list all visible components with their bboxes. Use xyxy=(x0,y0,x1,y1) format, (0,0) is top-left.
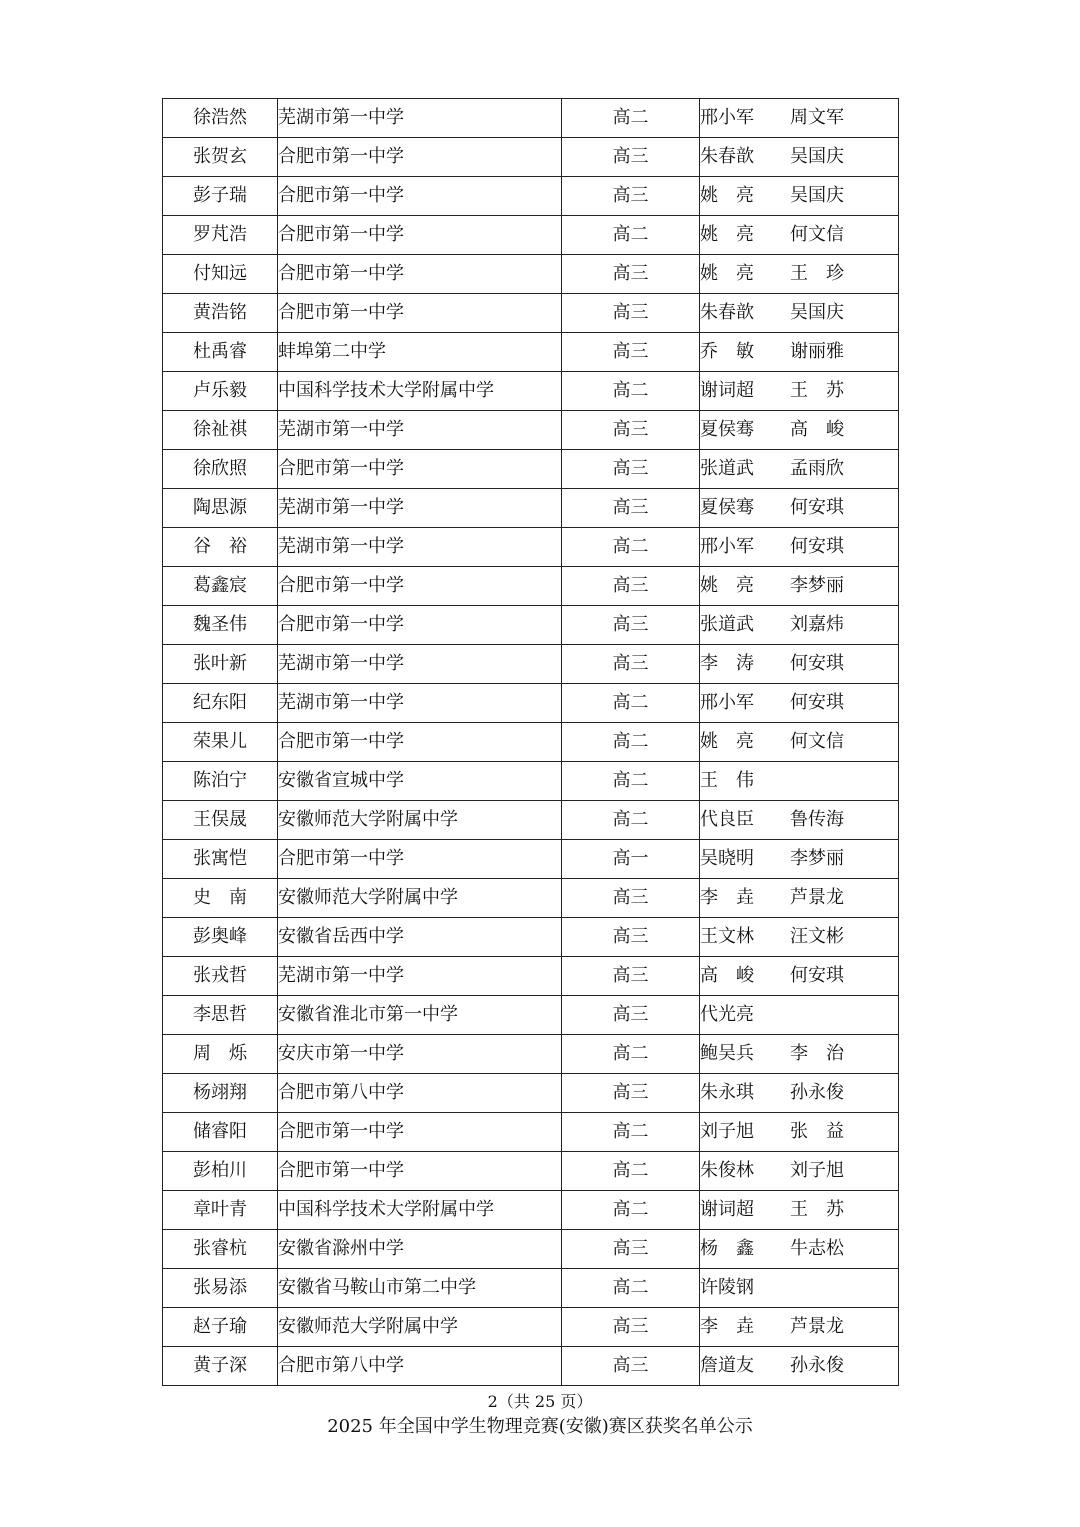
student-name-cell: 黄子深 xyxy=(163,1347,278,1386)
table-row xyxy=(163,177,899,216)
coach-primary: 许陵钢 xyxy=(700,1277,754,1298)
school-cell: 合肥市第一中学 xyxy=(278,606,562,645)
coach-cell xyxy=(700,255,899,294)
coach-primary: 朱春歆 xyxy=(700,146,754,167)
coach-cell xyxy=(700,216,899,255)
student-name-cell: 张易添 xyxy=(163,1269,278,1308)
coach-cell xyxy=(700,840,899,879)
coach-cell xyxy=(700,957,899,996)
coach-secondary: 周文军 xyxy=(790,107,844,128)
coach-cell xyxy=(700,489,899,528)
grade-cell: 高二 xyxy=(562,528,700,567)
coach-primary: 姚 亮 xyxy=(700,224,754,245)
coach-cell xyxy=(700,333,899,372)
coach-primary: 刘子旭 xyxy=(700,1121,754,1142)
school-cell: 合肥市第一中学 xyxy=(278,294,562,333)
grade-cell: 高三 xyxy=(562,918,700,957)
table-row xyxy=(163,840,899,879)
coach-primary: 李 涛 xyxy=(700,653,754,674)
school-cell: 安徽师范大学附属中学 xyxy=(278,801,562,840)
coach-cell xyxy=(700,138,899,177)
coach-cell xyxy=(700,450,899,489)
school-cell: 蚌埠第二中学 xyxy=(278,333,562,372)
table-row xyxy=(163,333,899,372)
student-name-cell: 彭奥峰 xyxy=(163,918,278,957)
coach-cell xyxy=(700,1035,899,1074)
coach-secondary: 牛志松 xyxy=(790,1238,844,1259)
school-cell: 芜湖市第一中学 xyxy=(278,645,562,684)
coach-secondary: 何安琪 xyxy=(790,536,844,557)
school-cell: 安徽省马鞍山市第二中学 xyxy=(278,1269,562,1308)
student-name-cell: 张戎哲 xyxy=(163,957,278,996)
school-cell: 中国科学技术大学附属中学 xyxy=(278,372,562,411)
table-row xyxy=(163,723,899,762)
student-name-cell: 彭子瑞 xyxy=(163,177,278,216)
coach-secondary: 王 苏 xyxy=(790,1199,844,1220)
grade-cell: 高三 xyxy=(562,333,700,372)
school-cell: 安徽师范大学附属中学 xyxy=(278,879,562,918)
school-cell: 合肥市第八中学 xyxy=(278,1347,562,1386)
coach-cell xyxy=(700,177,899,216)
coach-primary: 朱春歆 xyxy=(700,302,754,323)
coach-primary: 夏侯骞 xyxy=(700,419,754,440)
grade-cell: 高二 xyxy=(562,801,700,840)
coach-cell xyxy=(700,411,899,450)
student-name-cell: 张睿杭 xyxy=(163,1230,278,1269)
school-cell: 安徽省宣城中学 xyxy=(278,762,562,801)
coach-secondary: 吴国庆 xyxy=(790,185,844,206)
coach-primary: 杨 鑫 xyxy=(700,1238,754,1259)
grade-cell: 高三 xyxy=(562,996,700,1035)
grade-cell: 高二 xyxy=(562,1113,700,1152)
grade-cell: 高三 xyxy=(562,645,700,684)
award-table xyxy=(162,98,899,1386)
coach-cell xyxy=(700,1269,899,1308)
coach-secondary: 刘嘉炜 xyxy=(790,614,844,635)
coach-cell xyxy=(700,567,899,606)
coach-primary: 张道武 xyxy=(700,614,754,635)
table-row xyxy=(163,255,899,294)
coach-cell xyxy=(700,723,899,762)
school-cell: 合肥市第一中学 xyxy=(278,177,562,216)
grade-cell: 高三 xyxy=(562,879,700,918)
school-cell: 合肥市第一中学 xyxy=(278,567,562,606)
coach-secondary: 吴国庆 xyxy=(790,146,844,167)
coach-cell xyxy=(700,801,899,840)
grade-cell: 高三 xyxy=(562,1347,700,1386)
coach-secondary: 孙永俊 xyxy=(790,1082,844,1103)
grade-cell: 高三 xyxy=(562,489,700,528)
coach-secondary: 李梦丽 xyxy=(790,575,844,596)
student-name-cell: 章叶青 xyxy=(163,1191,278,1230)
school-cell: 芜湖市第一中学 xyxy=(278,411,562,450)
coach-cell xyxy=(700,1230,899,1269)
student-name-cell: 张贺玄 xyxy=(163,138,278,177)
coach-secondary: 何安琪 xyxy=(790,653,844,674)
grade-cell: 高三 xyxy=(562,255,700,294)
grade-cell: 高三 xyxy=(562,138,700,177)
school-cell: 合肥市第一中学 xyxy=(278,216,562,255)
grade-cell: 高二 xyxy=(562,99,700,138)
grade-cell: 高一 xyxy=(562,840,700,879)
coach-primary: 高 峻 xyxy=(700,965,754,986)
table-row xyxy=(163,684,899,723)
coach-cell xyxy=(700,762,899,801)
table-row xyxy=(163,957,899,996)
table-row xyxy=(163,879,899,918)
coach-secondary: 芦景龙 xyxy=(790,887,844,908)
student-name-cell: 罗芃浩 xyxy=(163,216,278,255)
student-name-cell: 储睿阳 xyxy=(163,1113,278,1152)
coach-cell xyxy=(700,645,899,684)
coach-cell xyxy=(700,996,899,1035)
school-cell: 安徽省淮北市第一中学 xyxy=(278,996,562,1035)
grade-cell: 高三 xyxy=(562,177,700,216)
coach-cell xyxy=(700,1074,899,1113)
school-cell: 中国科学技术大学附属中学 xyxy=(278,1191,562,1230)
table-row xyxy=(163,216,899,255)
school-cell: 合肥市第一中学 xyxy=(278,840,562,879)
table-row xyxy=(163,450,899,489)
student-name-cell: 黄浩铭 xyxy=(163,294,278,333)
coach-secondary: 何文信 xyxy=(790,224,844,245)
table-row xyxy=(163,1308,899,1347)
school-cell: 芜湖市第一中学 xyxy=(278,684,562,723)
grade-cell: 高三 xyxy=(562,957,700,996)
table-row xyxy=(163,489,899,528)
coach-secondary: 吴国庆 xyxy=(790,302,844,323)
grade-cell: 高二 xyxy=(562,1191,700,1230)
coach-cell xyxy=(700,528,899,567)
grade-cell: 高三 xyxy=(562,294,700,333)
school-cell: 合肥市第一中学 xyxy=(278,1152,562,1191)
school-cell: 芜湖市第一中学 xyxy=(278,99,562,138)
school-cell: 合肥市第一中学 xyxy=(278,255,562,294)
table-row xyxy=(163,1269,899,1308)
grade-cell: 高三 xyxy=(562,450,700,489)
grade-cell: 高三 xyxy=(562,1074,700,1113)
student-name-cell: 陈泊宁 xyxy=(163,762,278,801)
table-row xyxy=(163,1347,899,1386)
coach-primary: 姚 亮 xyxy=(700,731,754,752)
coach-secondary: 谢丽雅 xyxy=(790,341,844,362)
table-row xyxy=(163,762,899,801)
coach-primary: 乔 敏 xyxy=(700,341,754,362)
coach-secondary: 王 珍 xyxy=(790,263,844,284)
coach-secondary: 芦景龙 xyxy=(790,1316,844,1337)
coach-primary: 李 垚 xyxy=(700,887,754,908)
coach-secondary: 王 苏 xyxy=(790,380,844,401)
school-cell: 安徽省岳西中学 xyxy=(278,918,562,957)
table-row xyxy=(163,294,899,333)
student-name-cell: 杜禹睿 xyxy=(163,333,278,372)
grade-cell: 高二 xyxy=(562,1152,700,1191)
student-name-cell: 王俣晟 xyxy=(163,801,278,840)
coach-cell xyxy=(700,606,899,645)
coach-primary: 吴晓明 xyxy=(700,848,754,869)
table-row xyxy=(163,567,899,606)
student-name-cell: 卢乐毅 xyxy=(163,372,278,411)
table-row xyxy=(163,1113,899,1152)
student-name-cell: 徐祉祺 xyxy=(163,411,278,450)
school-cell: 安庆市第一中学 xyxy=(278,1035,562,1074)
table-row xyxy=(163,801,899,840)
coach-primary: 姚 亮 xyxy=(700,185,754,206)
student-name-cell: 付知远 xyxy=(163,255,278,294)
coach-cell xyxy=(700,99,899,138)
grade-cell: 高二 xyxy=(562,723,700,762)
table-row xyxy=(163,528,899,567)
coach-primary: 谢词超 xyxy=(700,380,754,401)
student-name-cell: 谷 裕 xyxy=(163,528,278,567)
school-cell: 芜湖市第一中学 xyxy=(278,489,562,528)
grade-cell: 高二 xyxy=(562,1269,700,1308)
school-cell: 芜湖市第一中学 xyxy=(278,957,562,996)
grade-cell: 高二 xyxy=(562,1035,700,1074)
student-name-cell: 张寓恺 xyxy=(163,840,278,879)
student-name-cell: 徐欣照 xyxy=(163,450,278,489)
student-name-cell: 徐浩然 xyxy=(163,99,278,138)
coach-secondary: 鲁传海 xyxy=(790,809,844,830)
coach-primary: 李 垚 xyxy=(700,1316,754,1337)
school-cell: 芜湖市第一中学 xyxy=(278,528,562,567)
coach-cell xyxy=(700,684,899,723)
coach-cell xyxy=(700,294,899,333)
table-row xyxy=(163,1074,899,1113)
grade-cell: 高三 xyxy=(562,567,700,606)
student-name-cell: 张叶新 xyxy=(163,645,278,684)
student-name-cell: 史 南 xyxy=(163,879,278,918)
student-name-cell: 葛鑫宸 xyxy=(163,567,278,606)
coach-secondary: 孙永俊 xyxy=(790,1355,844,1376)
coach-cell xyxy=(700,1113,899,1152)
coach-secondary: 高 峻 xyxy=(790,419,844,440)
coach-primary: 姚 亮 xyxy=(700,575,754,596)
coach-primary: 詹道友 xyxy=(700,1355,754,1376)
grade-cell: 高三 xyxy=(562,1230,700,1269)
coach-secondary: 何安琪 xyxy=(790,692,844,713)
coach-primary: 邢小军 xyxy=(700,536,754,557)
grade-cell: 高三 xyxy=(562,1308,700,1347)
coach-cell xyxy=(700,372,899,411)
coach-cell xyxy=(700,1191,899,1230)
coach-primary: 朱俊林 xyxy=(700,1160,754,1181)
grade-cell: 高三 xyxy=(562,411,700,450)
table-row xyxy=(163,1191,899,1230)
coach-primary: 王 伟 xyxy=(700,770,754,791)
coach-primary: 邢小军 xyxy=(700,107,754,128)
table-row xyxy=(163,99,899,138)
grade-cell: 高二 xyxy=(562,684,700,723)
coach-secondary: 李 治 xyxy=(790,1043,844,1064)
coach-primary: 代良臣 xyxy=(700,809,754,830)
page-number: 2（共 25 页） xyxy=(487,1392,593,1411)
grade-cell: 高二 xyxy=(562,216,700,255)
student-name-cell: 陶思源 xyxy=(163,489,278,528)
school-cell: 合肥市第一中学 xyxy=(278,1113,562,1152)
award-table-body xyxy=(163,99,899,1386)
table-row xyxy=(163,138,899,177)
table-row xyxy=(163,1152,899,1191)
school-cell: 合肥市第一中学 xyxy=(278,450,562,489)
student-name-cell: 杨翊翔 xyxy=(163,1074,278,1113)
coach-secondary: 何安琪 xyxy=(790,497,844,518)
coach-primary: 王文林 xyxy=(700,926,754,947)
coach-cell xyxy=(700,918,899,957)
grade-cell: 高二 xyxy=(562,762,700,801)
table-row xyxy=(163,1035,899,1074)
student-name-cell: 魏圣伟 xyxy=(163,606,278,645)
coach-primary: 邢小军 xyxy=(700,692,754,713)
student-name-cell: 彭柏川 xyxy=(163,1152,278,1191)
coach-primary: 夏侯骞 xyxy=(700,497,754,518)
school-cell: 安徽省滁州中学 xyxy=(278,1230,562,1269)
document-title: 2025 年全国中学生物理竞赛(安徽)赛区获奖名单公示 xyxy=(327,1416,753,1437)
grade-cell: 高三 xyxy=(562,606,700,645)
table-row xyxy=(163,996,899,1035)
coach-secondary: 张 益 xyxy=(790,1121,844,1142)
coach-primary: 鲍吴兵 xyxy=(700,1043,754,1064)
table-row xyxy=(163,1230,899,1269)
coach-primary: 姚 亮 xyxy=(700,263,754,284)
table-row xyxy=(163,372,899,411)
coach-cell xyxy=(700,1308,899,1347)
table-row xyxy=(163,645,899,684)
school-cell: 合肥市第一中学 xyxy=(278,723,562,762)
coach-secondary: 何文信 xyxy=(790,731,844,752)
coach-primary: 朱永琪 xyxy=(700,1082,754,1103)
coach-primary: 代光亮 xyxy=(700,1004,754,1025)
award-list-sheet xyxy=(162,98,898,1386)
coach-secondary: 李梦丽 xyxy=(790,848,844,869)
coach-secondary: 刘子旭 xyxy=(790,1160,844,1181)
coach-secondary: 汪文彬 xyxy=(790,926,844,947)
table-row xyxy=(163,606,899,645)
school-cell: 合肥市第一中学 xyxy=(278,138,562,177)
student-name-cell: 纪东阳 xyxy=(163,684,278,723)
grade-cell: 高二 xyxy=(562,372,700,411)
coach-secondary: 孟雨欣 xyxy=(790,458,844,479)
coach-cell xyxy=(700,1347,899,1386)
coach-cell xyxy=(700,879,899,918)
table-row xyxy=(163,411,899,450)
table-row xyxy=(163,918,899,957)
student-name-cell: 赵子瑜 xyxy=(163,1308,278,1347)
coach-secondary: 何安琪 xyxy=(790,965,844,986)
student-name-cell: 周 烁 xyxy=(163,1035,278,1074)
coach-cell xyxy=(700,1152,899,1191)
student-name-cell: 荣果儿 xyxy=(163,723,278,762)
coach-primary: 谢词超 xyxy=(700,1199,754,1220)
school-cell: 安徽师范大学附属中学 xyxy=(278,1308,562,1347)
coach-primary: 张道武 xyxy=(700,458,754,479)
school-cell: 合肥市第八中学 xyxy=(278,1074,562,1113)
student-name-cell: 李思哲 xyxy=(163,996,278,1035)
